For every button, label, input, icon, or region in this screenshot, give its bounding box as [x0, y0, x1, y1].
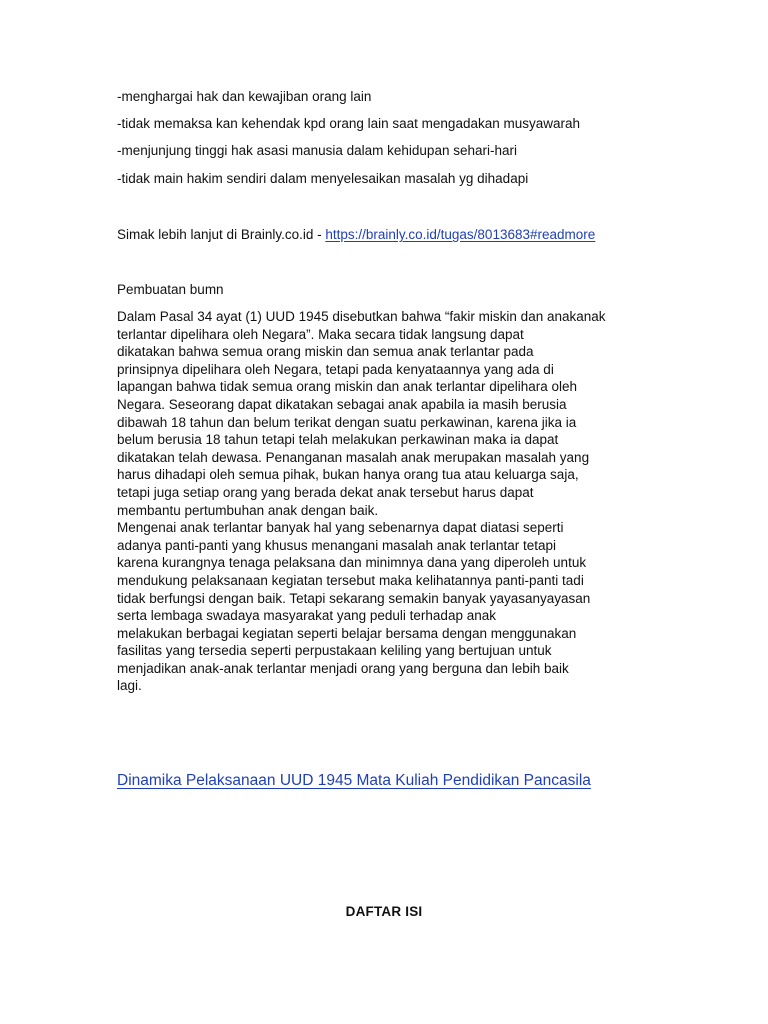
paragraph-line: adanya panti-panti yang khusus menangani masalah anak terlantar tetapi	[117, 537, 557, 553]
paragraph-line: harus dihadapi oleh semua pihak, bukan hanya orang tua atau keluarga saja,	[117, 467, 579, 483]
paragraph-line: Dalam Pasal 34 ayat (1) UUD 1945 disebutkan bahwa “fakir miskin dan anakanak	[117, 309, 606, 324]
bullet-item: -menjunjung tinggi hak asasi manusia dalam kehidupan sehari-hari	[117, 143, 517, 158]
paragraph-1	[117, 308, 637, 695]
paragraph-line: lapangan bahwa tidak semua orang miskin dan anak terlantar dipelihara oleh	[117, 379, 578, 395]
source-line	[117, 226, 595, 244]
paragraph-line: mendukung pelaksanaan kegiatan tersebut maka kelihatannya panti-panti tadi	[117, 572, 584, 588]
paragraph-line: lagi.	[117, 678, 142, 694]
paragraph-line: dibawah 18 tahun dan belum terikat dengan suatu perkawinan, karena jika ia	[117, 414, 577, 430]
paragraph-line: Mengenai anak terlantar banyak hal yang sebenarnya dapat diatasi seperti	[117, 520, 564, 536]
bullet-item: -tidak memaksa kan kehendak kpd orang lain saat mengadakan musyawarah	[117, 116, 581, 131]
section-title: Pembuatan bumn	[117, 282, 224, 297]
paragraph-line: belum berusia 18 tahun tetapi telah melakukan perkawinan maka ia dapat	[117, 432, 559, 448]
paragraph-line: dikatakan bahwa semua orang miskin dan semua anak terlantar pada	[117, 344, 534, 360]
paragraph-line: prinsipnya dipelihara oleh Negara, tetapi pada kenyataannya yang ada di	[117, 361, 554, 377]
paragraph-line: menjadikan anak-anak terlantar menjadi orang yang berguna dan lebih baik	[117, 660, 569, 676]
bullet-item: -tidak main hakim sendiri dalam menyelesaikan masalah yg dihadapi	[117, 171, 529, 186]
bullet-item: -menghargai hak dan kewajiban orang lain	[117, 89, 372, 104]
paragraph-line: karena kurangnya tenaga pelaksana dan minimnya dana yang diperoleh untuk	[117, 555, 587, 571]
source-prefix: Simak lebih lanjut di Brainly.co.id -	[117, 227, 326, 242]
paragraph-line: terlantar dipelihara oleh Negara”. Maka secara tidak langsung dapat	[117, 326, 524, 342]
paragraph-line: serta lembaga swadaya masyarakat yang peduli terhadap anak	[117, 608, 496, 624]
paragraph-line: tetapi juga setiap orang yang berada dekat anak tersebut harus dapat	[117, 484, 534, 500]
paragraph-line: tidak berfungsi dengan baik. Tetapi sekarang semakin banyak yayasanyayasan	[117, 590, 591, 606]
paragraph-line: Negara. Seseorang dapat dikatakan sebagai anak apabila ia masih berusia	[117, 396, 567, 412]
paragraph-line: membantu pertumbuhan anak dengan baik.	[117, 502, 379, 518]
paragraph-line: dikatakan telah dewasa. Penanganan masalah anak merupakan masalah yang	[117, 449, 590, 465]
heading-link[interactable]: Dinamika Pelaksanaan UUD 1945 Mata Kuliah Pendidikan Pancasila	[117, 772, 591, 789]
paragraph-line: melakukan berbagai kegiatan seperti belajar bersama dengan menggunakan	[117, 625, 577, 641]
source-link[interactable]: https://brainly.co.id/tugas/8013683#readmore	[325, 227, 596, 242]
paragraph-line: fasilitas yang tersedia seperti perpustakaan keliling yang bertujuan untuk	[117, 643, 552, 659]
toc-title: DAFTAR ISI	[345, 904, 423, 919]
